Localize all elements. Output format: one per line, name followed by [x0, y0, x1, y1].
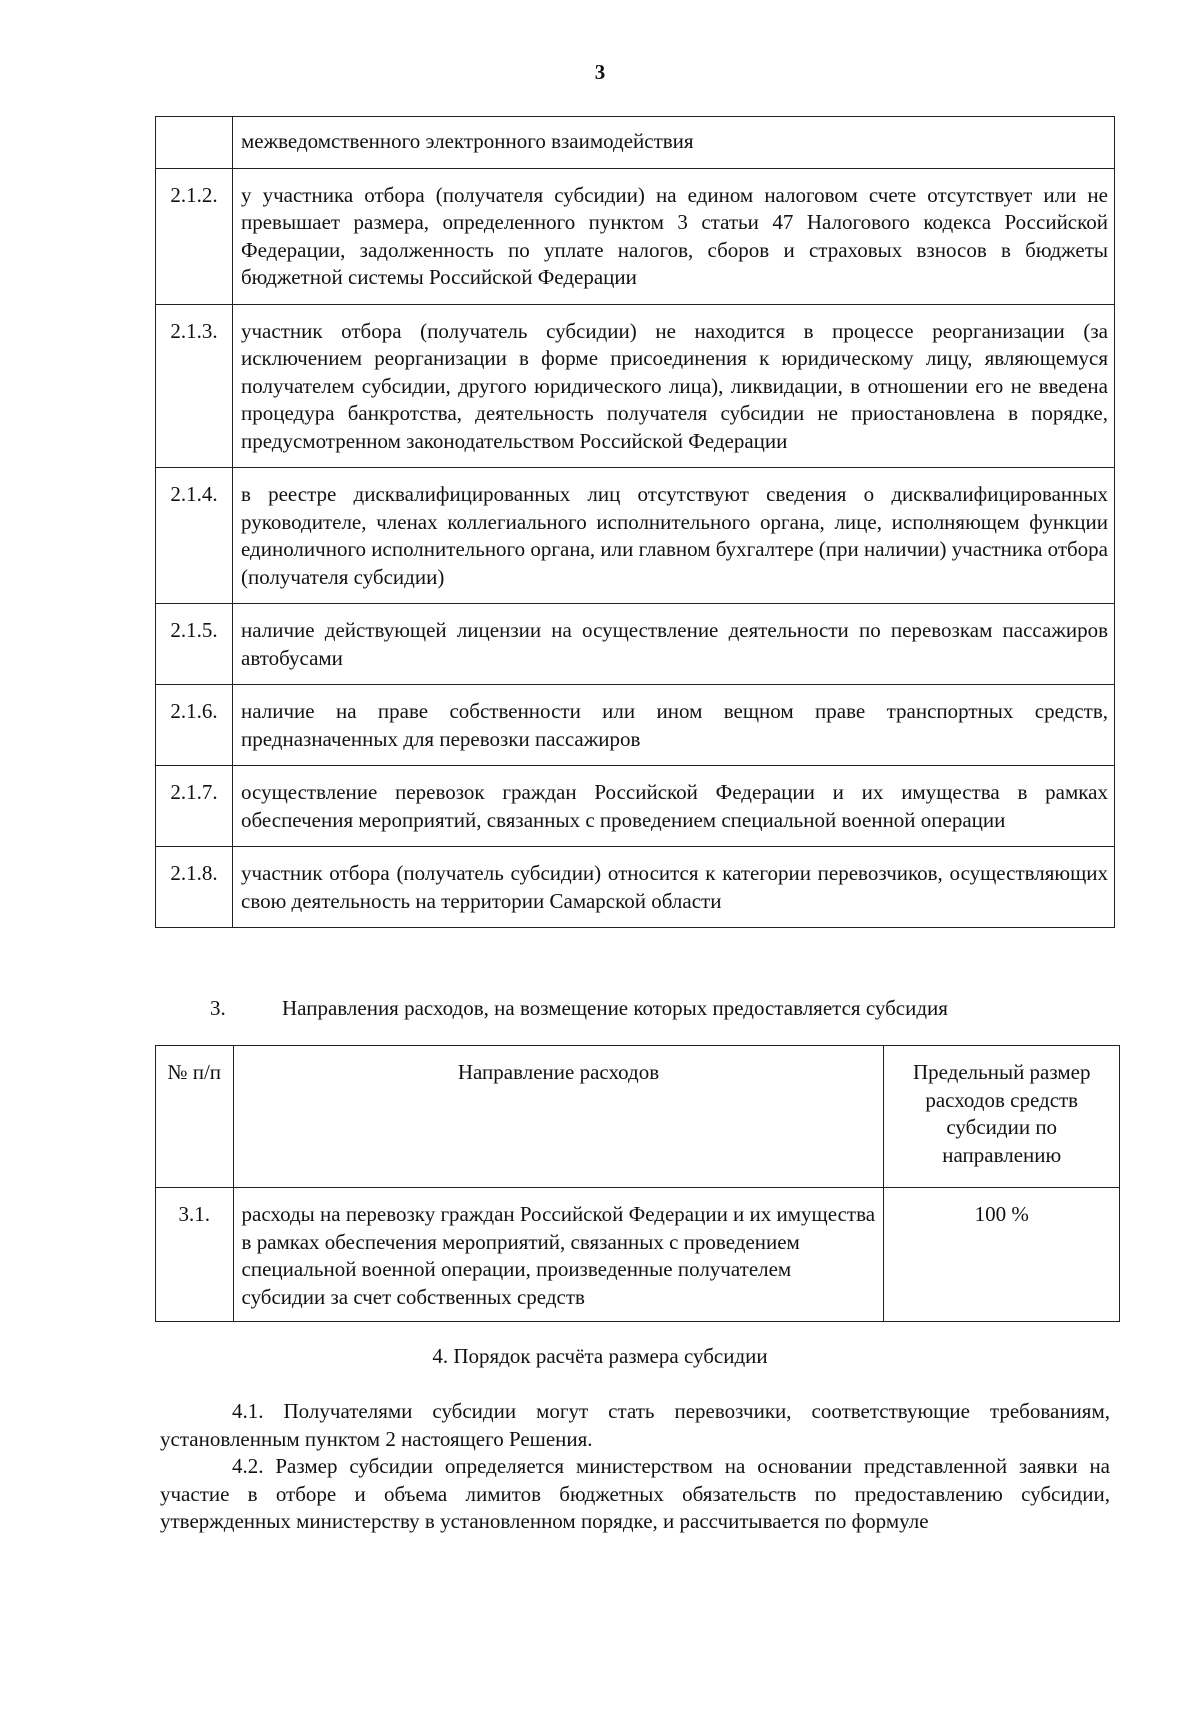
row-text: у участника отбора (получателя субсидии) на едином налоговом счете отсутствует или не превышает размера, определенного пунктом 3 статьи 47 Налогового кодекса Российской Федерации, задолженность по уплате налогов, сборов и страховых взносов в бюджеты бюджетной системы Российской Федерации — [233, 168, 1115, 304]
header-limit: Предельный размер расходов средств субсидии по направлению — [884, 1046, 1120, 1188]
row-number — [156, 117, 233, 169]
row-number: 2.1.6. — [156, 685, 233, 766]
table-row — [156, 168, 1115, 304]
section-title: Направления расходов, на возмещение которых предоставляется субсидия — [282, 996, 948, 1020]
table-header-row — [156, 1046, 1120, 1188]
paragraph-4-2: 4.2. Размер субсидии определяется министерством на основании представленной заявки на участие в отборе и объема лимитов бюджетных обязательств по предоставлению субсидии, утвержденных министерству в установленном порядке, и рассчитывается по формуле — [160, 1454, 1110, 1533]
section-3-heading — [210, 996, 948, 1021]
row-text: наличие на праве собственности или ином вещном праве транспортных средств, предназначенных для перевозки пассажиров — [233, 685, 1115, 766]
row-number: 2.1.2. — [156, 168, 233, 304]
row-number: 3.1. — [156, 1188, 234, 1322]
row-text: межведомственного электронного взаимодействия — [233, 117, 1115, 169]
row-number: 2.1.5. — [156, 604, 233, 685]
row-number: 2.1.3. — [156, 304, 233, 468]
section-number: 3. — [210, 996, 226, 1020]
table-row — [156, 766, 1115, 847]
page-number: 3 — [594, 60, 606, 84]
row-number: 2.1.8. — [156, 847, 233, 928]
row-text: участник отбора (получатель субсидии) не находится в процессе реорганизации (за исключением реорганизации в форме присоединения к юридическому лицу, являющемуся получателем субсидии, другого юридического лица), ликвидации, в отношении его не введена процедура банкротства, деятельность получателя субсидии не приостановлена в порядке, предусмотренном законодательством Российской Федерации — [233, 304, 1115, 468]
table-row — [156, 117, 1115, 169]
row-number: 2.1.7. — [156, 766, 233, 847]
table-row — [156, 685, 1115, 766]
table-row — [156, 304, 1115, 468]
table-row — [156, 847, 1115, 928]
conditions-table — [155, 116, 1115, 928]
table-row — [156, 1188, 1120, 1322]
row-text: наличие действующей лицензии на осуществление деятельности по перевозкам пассажиров автобусами — [233, 604, 1115, 685]
row-text: осуществление перевозок граждан Российской Федерации и их имущества в рамках обеспечения мероприятий, связанных с проведением специальной военной операции — [233, 766, 1115, 847]
section-4-heading: 4. Порядок расчёта размера субсидии — [432, 1344, 768, 1368]
paragraph-4-1: 4.1. Получателями субсидии могут стать перевозчики, соответствующие требованиям, установленным пунктом 2 настоящего Решения. — [160, 1399, 1110, 1451]
row-number: 2.1.4. — [156, 468, 233, 604]
header-direction: Направление расходов — [233, 1046, 884, 1188]
row-limit: 100 % — [884, 1188, 1120, 1322]
table-row — [156, 468, 1115, 604]
row-direction: расходы на перевозку граждан Российской Федерации и их имущества в рамках обеспечения мероприятий, связанных с проведением специальной военной операции, произведенные получателем субсидии за счет собственных средств — [233, 1188, 884, 1322]
header-num: № п/п — [156, 1046, 234, 1188]
row-text: участник отбора (получатель субсидии) относится к категории перевозчиков, осуществляющих свою деятельность на территории Самарской области — [233, 847, 1115, 928]
row-text: в реестре дисквалифицированных лиц отсутствуют сведения о дисквалифицированных руководителе, членах коллегиального исполнительного органа, лице, исполняющем функции единоличного исполнительного органа, или главном бухгалтере (при наличии) участника отбора (получателя субсидии) — [233, 468, 1115, 604]
expenses-table — [155, 1045, 1120, 1322]
table-row — [156, 604, 1115, 685]
